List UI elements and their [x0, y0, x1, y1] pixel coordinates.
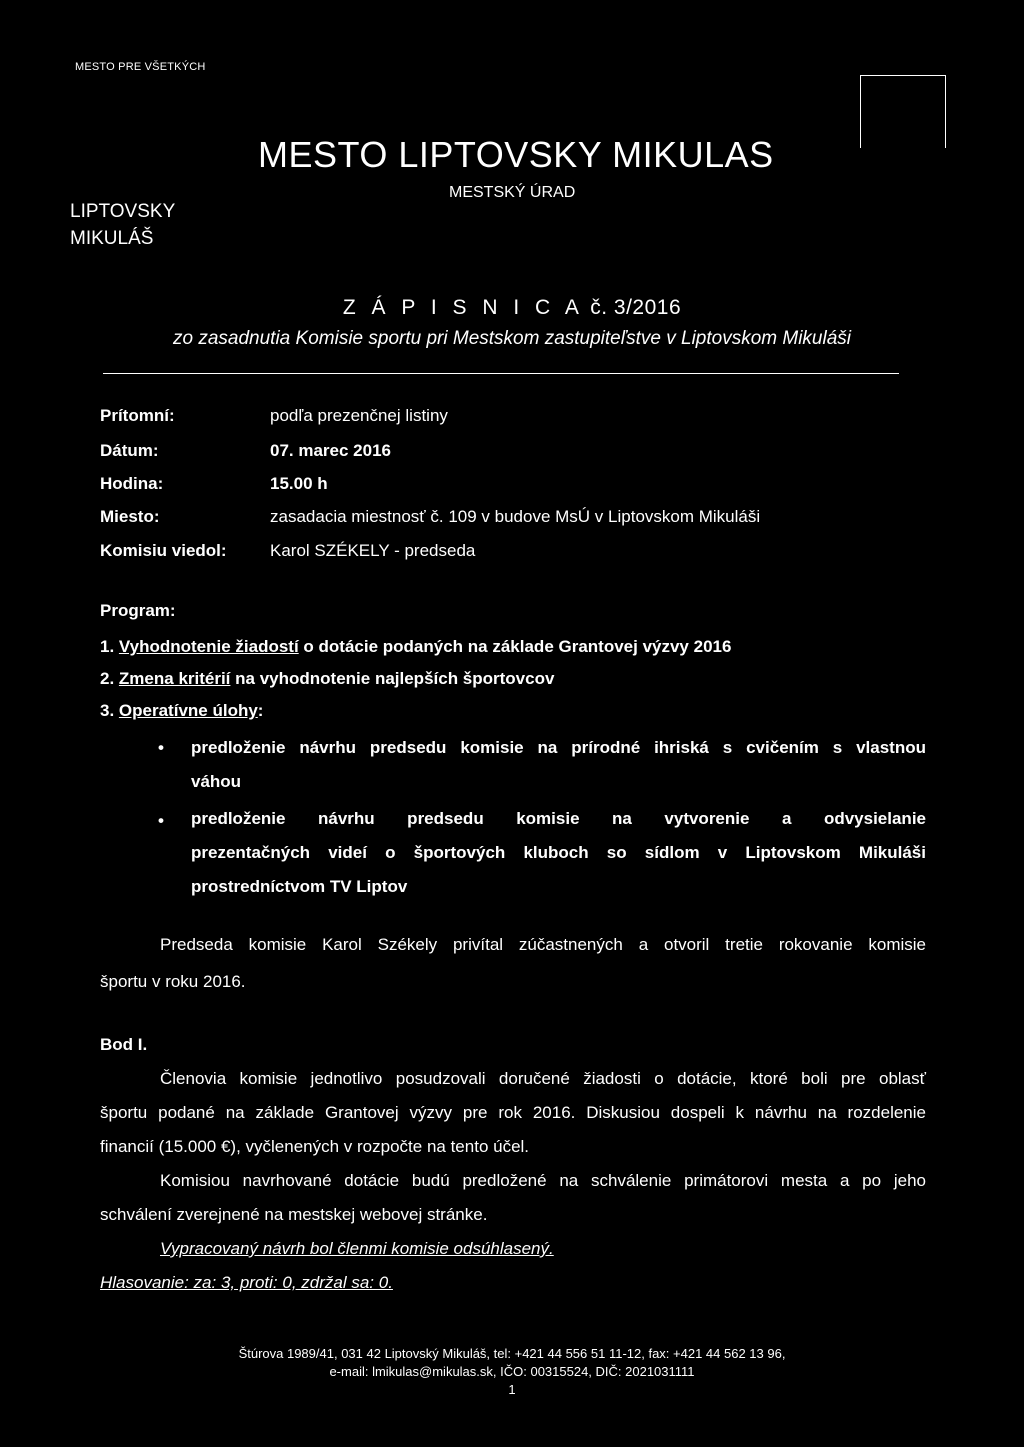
bod-1-p2-line-2: schválení zverejnené na mestskej webovej stránke.: [100, 1205, 488, 1224]
city-logo: [70, 198, 175, 252]
logo-line-2: MIKULÁŠ: [70, 228, 154, 249]
city-title: MESTO LIPTOVSKY MIKULAS: [258, 134, 774, 175]
document-title: [0, 296, 1024, 320]
bod-1-p2-line-1: Komisiou navrhované dotácie budú predložené na schválenie primátorovi mesta a po jeho: [160, 1171, 926, 1190]
program-heading: Program:: [100, 601, 176, 620]
program-item-underlined: Zmena kritérií: [118, 669, 231, 688]
program-item-text: o dotácie podaných na základe Grantovej výzvy 2016: [298, 637, 732, 656]
bullet-2-line-2: prezentačných videí o športových kluboch so sídlom v Liptovskom Mikuláši: [191, 843, 926, 862]
vote-result: Hlasovanie: za: 3, proti: 0, zdržal sa: 0.: [100, 1273, 393, 1292]
bullet-2-line-3: prostredníctvom TV Liptov: [191, 877, 408, 896]
page-number: 1: [508, 1382, 516, 1397]
bullet-1: [191, 731, 926, 799]
intro-line-2: športu v roku 2016.: [100, 972, 246, 991]
bullet-1-line-1: predloženie návrhu predsedu komisie na prírodné ihriská s cvičením s vlastnou: [191, 738, 926, 757]
document-title-word: Z Á P I S N I C A: [342, 296, 584, 319]
divider: [103, 373, 899, 374]
footer-address: Štúrova 1989/41, 031 42 Liptovský Mikuláš, tel: +421 44 556 51 11-12, fax: +421 44 562 13 96,: [238, 1346, 786, 1361]
program-item-number: 3.: [100, 701, 115, 720]
bullet-1-line-2: váhou: [191, 772, 242, 791]
office-name: MESTSKÝ ÚRAD: [449, 184, 576, 201]
program-item-underlined: Vyhodnotenie žiadostí: [118, 637, 299, 656]
bod-1-p1-line-1: Členovia komisie jednotlivo posudzovali doručené žiadosti o dotácie, ktoré boli pre oblasť: [160, 1069, 926, 1088]
place-value: zasadacia miestnosť č. 109 v budove MsÚ v Liptovskom Mikuláši: [270, 507, 761, 526]
approval-note: Vypracovaný návrh bol členmi komisie odsúhlasený.: [160, 1239, 554, 1258]
city-tagline: MESTO PRE VŠETKÝCH: [75, 61, 206, 73]
program-item-text: :: [257, 701, 264, 720]
date-label: Dátum:: [100, 441, 159, 460]
footer-contact: e-mail: lmikulas@mikulas.sk, IČO: 00315524, DIČ: 2021031111: [329, 1364, 695, 1379]
program-item-underlined: Operatívne úlohy: [118, 701, 258, 720]
intro-line-1: Predseda komisie Karol Székely privítal zúčastnených a otvoril tretie rokovanie komisie: [160, 935, 926, 954]
program-item-number: 1.: [100, 637, 115, 656]
logo-line-1: LIPTOVSKY: [70, 201, 176, 222]
place-label: Miesto:: [100, 507, 160, 526]
bod-1-heading: Bod I.: [100, 1035, 148, 1054]
bullet-icon: •: [158, 738, 164, 757]
chair-value: Karol SZÉKELY - predseda: [270, 541, 476, 560]
corner-stamp-box: [860, 75, 946, 148]
document-number: č. 3/2016: [590, 296, 682, 319]
program-item-1: [100, 637, 731, 657]
time-label: Hodina:: [100, 474, 164, 493]
bod-1-p1-line-2: športu podané na základe Grantovej výzvy pre rok 2016. Diskusiou dospeli k návrhu na rozdelenie: [100, 1103, 926, 1122]
document-subtitle: zo zasadnutia Komisie sportu pri Mestskom zastupiteľstve v Liptovskom Mikuláši: [173, 328, 851, 349]
bullet-2-line-1: predloženie návrhu predsedu komisie na vytvorenie a odvysielanie: [191, 809, 926, 828]
bullet-icon: •: [158, 811, 164, 830]
program-item-number: 2.: [100, 669, 115, 688]
chair-label: Komisiu viedol:: [100, 541, 227, 560]
program-item-text: na vyhodnotenie najlepších športovcov: [230, 669, 555, 688]
program-item-2: [100, 669, 554, 689]
time-value: 15.00 h: [270, 474, 328, 493]
date-value: 07. marec 2016: [270, 441, 391, 460]
program-item-3: [100, 701, 263, 721]
bod-1-p1-line-3: financií (15.000 €), vyčlenených v rozpočte na tento účel.: [100, 1137, 530, 1156]
bullet-2: [191, 802, 926, 904]
present-label: Prítomní:: [100, 406, 175, 425]
present-value: podľa prezenčnej listiny: [270, 406, 448, 425]
